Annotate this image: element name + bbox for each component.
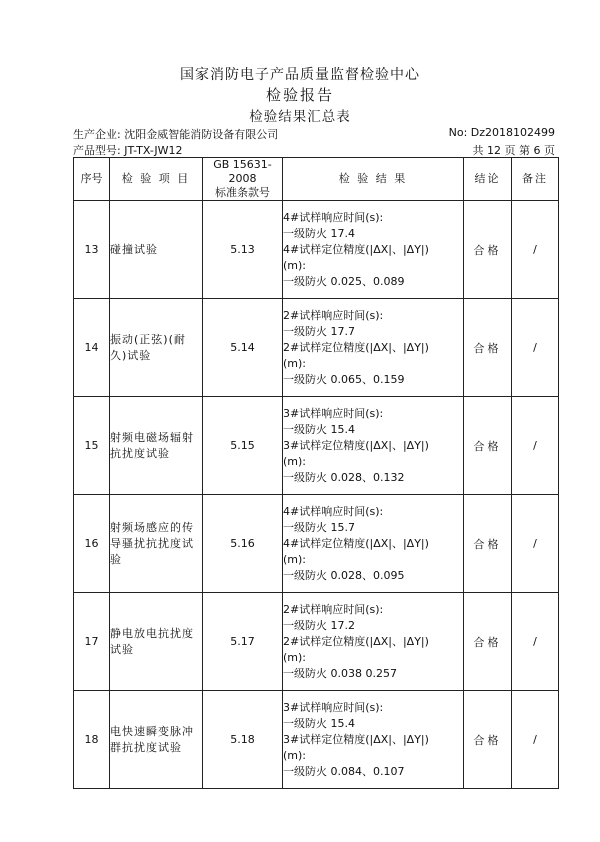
result-line: 一级防火 0.038 0.257 [283, 666, 397, 680]
row-result [283, 397, 464, 495]
result-line: 一级防火 0.065、0.159 [283, 372, 405, 386]
report-subtitle: 检验结果汇总表 [249, 109, 351, 125]
table-row [74, 397, 559, 495]
row-standard-clause: 5.18 [203, 691, 283, 789]
table-row [74, 593, 559, 691]
result-line: 4#试样响应时间(s): [283, 210, 384, 224]
result-line: 3#试样定位精度(|ΔX|、|ΔY|) [283, 438, 429, 452]
result-line: (m): [283, 356, 307, 370]
result-line: 4#试样响应时间(s): [283, 504, 384, 518]
row-seq: 17 [74, 593, 110, 691]
row-test-item: 静电放电抗扰度试验 [110, 593, 203, 691]
result-line: 一级防火 17.2 [283, 618, 355, 632]
result-line: 一级防火 15.4 [283, 716, 355, 730]
table-row [74, 691, 559, 789]
col-header-item: 检 验 项 目 [110, 158, 203, 201]
row-conclusion: 合格 [464, 201, 512, 299]
result-line: (m): [283, 454, 307, 468]
page-count: 共 12 页 第 6 页 [472, 144, 555, 157]
report-number: No: Dz2018102499 [448, 126, 555, 139]
result-line: (m): [283, 748, 307, 762]
row-seq: 15 [74, 397, 110, 495]
row-conclusion: 合格 [464, 495, 512, 593]
result-line: 一级防火 15.7 [283, 520, 355, 534]
row-standard-clause: 5.13 [203, 201, 283, 299]
row-conclusion: 合格 [464, 299, 512, 397]
row-test-item: 电快速瞬变脉冲群抗扰度试验 [110, 691, 203, 789]
result-line: 2#试样响应时间(s): [283, 602, 384, 616]
result-line: 4#试样定位精度(|ΔX|、|ΔY|) [283, 536, 429, 550]
row-remark: / [512, 397, 559, 495]
col-header-standard-line1: GB 15631-2008 [213, 158, 272, 185]
result-line: 一级防火 0.084、0.107 [283, 764, 405, 778]
result-line: 4#试样定位精度(|ΔX|、|ΔY|) [283, 242, 429, 256]
row-test-item: 碰撞试验 [110, 201, 203, 299]
table-row [74, 201, 559, 299]
row-remark: / [512, 691, 559, 789]
row-test-item: 射频电磁场辐射抗扰度试验 [110, 397, 203, 495]
result-line: 一级防火 15.4 [283, 422, 355, 436]
row-standard-clause: 5.14 [203, 299, 283, 397]
col-header-conclusion: 结论 [464, 158, 512, 201]
producer-label: 生产企业: 沈阳金威智能消防设备有限公司 [73, 128, 279, 141]
row-remark: / [512, 299, 559, 397]
col-header-standard-line2: 标准条款号 [215, 186, 270, 199]
row-remark: / [512, 201, 559, 299]
row-standard-clause: 5.15 [203, 397, 283, 495]
row-seq: 13 [74, 201, 110, 299]
issuing-organization: 国家消防电子产品质量监督检验中心 [180, 67, 420, 83]
row-result [283, 691, 464, 789]
report-title: 检验报告 [265, 86, 334, 104]
row-result [283, 201, 464, 299]
result-line: 3#试样响应时间(s): [283, 406, 384, 420]
row-remark: / [512, 495, 559, 593]
row-standard-clause: 5.17 [203, 593, 283, 691]
row-seq: 16 [74, 495, 110, 593]
row-remark: / [512, 593, 559, 691]
col-header-remark: 备注 [512, 158, 559, 201]
row-result [283, 495, 464, 593]
result-line: (m): [283, 258, 307, 272]
row-conclusion: 合格 [464, 593, 512, 691]
row-conclusion: 合格 [464, 691, 512, 789]
result-line: 2#试样响应时间(s): [283, 308, 384, 322]
result-line: 3#试样响应时间(s): [283, 700, 384, 714]
result-line: 一级防火 0.025、0.089 [283, 274, 405, 288]
row-standard-clause: 5.16 [203, 495, 283, 593]
result-line: (m): [283, 552, 307, 566]
row-seq: 18 [74, 691, 110, 789]
product-model: 产品型号: JT-TX-JW12 [73, 144, 183, 157]
row-seq: 14 [74, 299, 110, 397]
result-line: (m): [283, 650, 307, 664]
row-test-item: 射频场感应的传导骚扰抗扰度试验 [110, 495, 203, 593]
row-conclusion: 合格 [464, 397, 512, 495]
table-row [74, 495, 559, 593]
result-line: 2#试样定位精度(|ΔX|、|ΔY|) [283, 634, 429, 648]
result-line: 2#试样定位精度(|ΔX|、|ΔY|) [283, 340, 429, 354]
row-result [283, 299, 464, 397]
table-header-row [74, 158, 559, 201]
col-header-result: 检 验 结 果 [283, 158, 464, 201]
result-line: 一级防火 17.4 [283, 226, 355, 240]
result-line: 一级防火 0.028、0.132 [283, 470, 405, 484]
col-header-seq: 序号 [74, 158, 110, 201]
result-line: 一级防火 17.7 [283, 324, 355, 338]
col-header-standard [203, 158, 283, 201]
result-line: 一级防火 0.028、0.095 [283, 568, 405, 582]
row-test-item: 振动(正弦)(耐久)试验 [110, 299, 203, 397]
result-line: 3#试样定位精度(|ΔX|、|ΔY|) [283, 732, 429, 746]
results-table [73, 157, 559, 789]
table-row [74, 299, 559, 397]
row-result [283, 593, 464, 691]
